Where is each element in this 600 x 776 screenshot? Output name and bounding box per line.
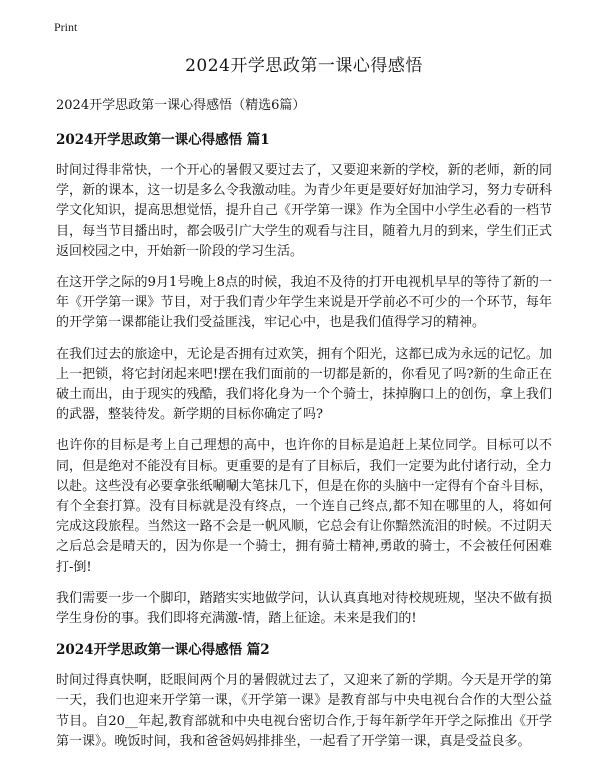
paragraph: 时间过得真快啊，眨眼间两个月的暑假就过去了，又迎来了新的学期。今天是开学的第一天，我们也迎来开学第一课，《开学第一课》是教育部与中央电视台合作的大型公益节目。自20__年起,教育部就和中央电视台密切合作,于每年新学年开学之际推出《开学第一课》。晚饭时间，我和爸爸妈妈排排坐，一起看了开学第一课，真是受益良多。 — [56, 673, 552, 749]
section-1 — [56, 130, 552, 629]
document-subtitle: 2024开学思政第一课心得感悟（精选6篇） — [56, 98, 306, 113]
document-title: 2024开学思政第一课心得感悟 — [185, 56, 423, 76]
section-2 — [56, 640, 552, 752]
paragraph: 在我们过去的旅途中，无论是否拥有过欢笑，拥有个阳光，这都已成为永远的记忆。加上一把锁，将它封闭起来吧!摆在我们面前的一切都是新的，你看见了吗?新的生命正在破土而出，由于现实的残酷，我们将化身为一个个骑士，抹掉胸口上的创伤，拿上我们的武器，整装待发。新学期的目标你确定了吗? — [56, 346, 552, 423]
paragraph: 在这开学之际的9月1号晚上8点的时候，我迫不及待的打开电视机早早的等待了新的一年《开学第一课》节目，对于我们青少年学生来说是开学前必不可少的一个环节，每年的开学第一课都能让我们受益匪浅，牢记心中，也是我们值得学习的精神。 — [56, 275, 552, 331]
paragraph: 也许你的目标是考上自己理想的高中，也许你的目标是追赶上某位同学。目标可以不同，但是绝对不能没有目标。更重要的是有了目标后，我们一定要为此付诸行动，全力以赴。这些没有必要拿张纸唰唰大笔抹几下，但是在你的头脑中一定得有个奋斗目标，有个全套打算。没有目标就是没有终点，一个连自己终点,都不知在哪里的人，将如何完成这段旅程。当然这一路不会是一帆风顺，它总会有让你黯然流泪的时候。不过阴天之后总会是晴天的，因为你是一个骑士，拥有骑士精神,勇敢的骑士，不会被任何困难打-倒! — [56, 438, 552, 575]
section-heading: 2024开学思政第一课心得感悟 篇1 — [56, 132, 270, 148]
paragraph: 时间过得非常快，一个开心的暑假又要过去了，又要迎来新的学校，新的老师，新的同学，新的课本，这一切是多么令我激动哇。为青少年更是要好好加油学习，努力专研科学文化知识，提高思想觉悟，提升自己《开学第一课》作为全国中小学生必看的一档节目，每当节目播出时，都会吸引广大学生的观看与注目，随着九月的到来，学生们正式返回校园之中，开始新一阶段的学习生活。 — [56, 163, 552, 259]
document-page — [56, 54, 552, 763]
section-heading: 2024开学思政第一课心得感悟 篇2 — [56, 642, 270, 659]
paragraph: 我们需要一步一个脚印，踏踏实实地做学问，认认真真地对待校规班规，坚决不做有损学生身份的事。我们即将充满激-情，踏上征途。未来是我们的! — [56, 590, 552, 627]
print-link[interactable]: Print — [54, 20, 78, 34]
